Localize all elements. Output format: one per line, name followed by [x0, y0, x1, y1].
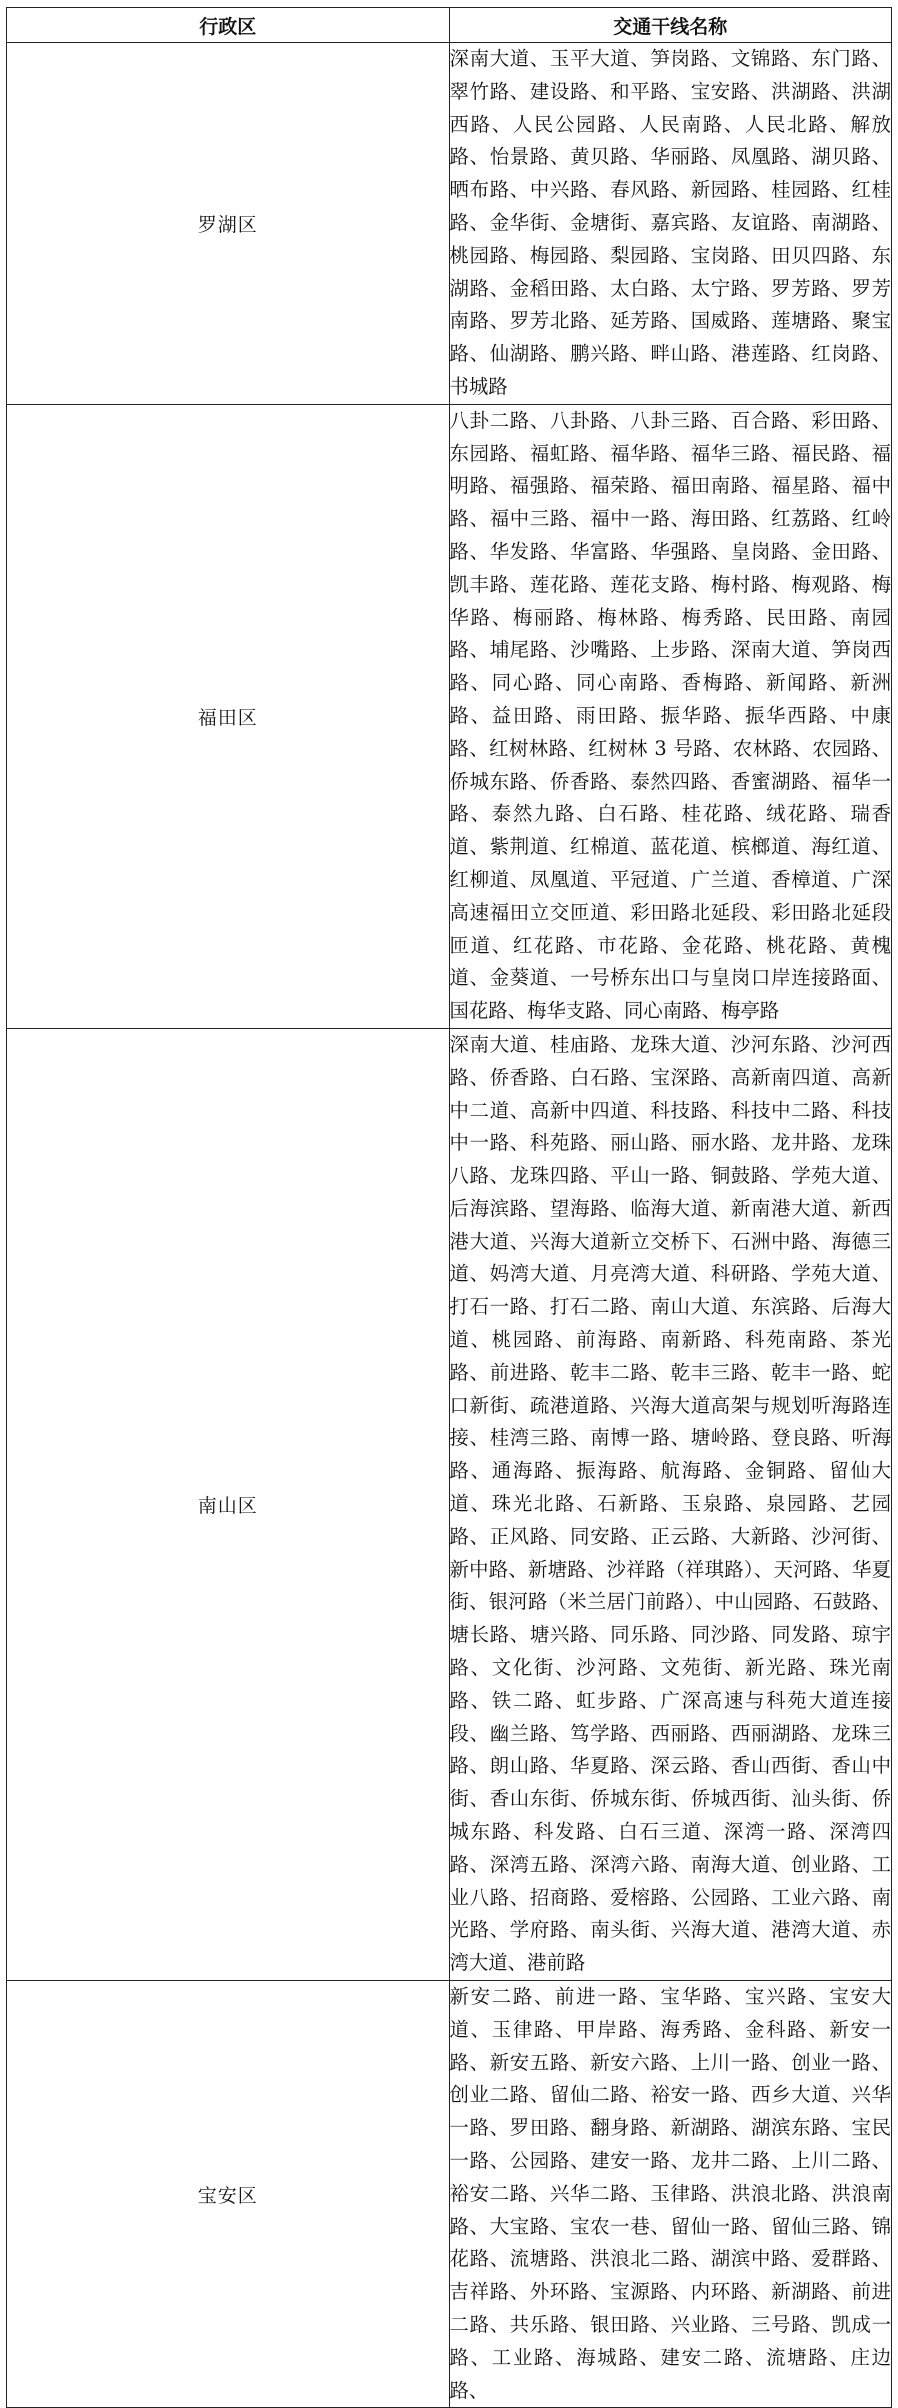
roads-cell: 新安二路、前进一路、宝华路、宝兴路、宝安大道、玉律路、甲岸路、海秀路、金科路、新安一路、新安五路、新安六路、上川一路、创业一路、创业二路、留仙二路、裕安一路、西乡大道、兴华一路、罗田路、翻身路、新湖路、湖滨东路、宝民一路、公园路、建安一路、龙井二路、上川二路、裕安二路、兴华二路、玉律路、洪浪北路、洪浪南路、大宝路、宝农一巷、留仙一路、留仙三路、锦花路、流塘路、洪浪北二路、湖滨中路、爱群路、吉祥路、外环路、宝源路、内环路、新湖路、前进二路、共乐路、银田路、兴业路、三号路、凯成一路、工业路、海城路、建安二路、流塘路、庄边路、: [449, 1981, 892, 2408]
table-row-luohu: [7, 43, 892, 405]
district-cell: 宝安区: [7, 1981, 450, 2408]
roads-cell: 深南大道、桂庙路、龙珠大道、沙河东路、沙河西路、侨香路、白石路、宝深路、高新南四道、高新中二道、高新中四道、科技路、科技中二路、科技中一路、科苑路、丽山路、丽水路、龙井路、龙珠八路、龙珠四路、平山一路、铜鼓路、学苑大道、后海滨路、望海路、临海大道、新南港大道、新西港大道、兴海大道新立交桥下、石洲中路、海德三道、妈湾大道、月亮湾大道、科研路、学苑大道、打石一路、打石二路、南山大道、东滨路、后海大道、桃园路、前海路、南新路、科苑南路、茶光路、前进路、乾丰二路、乾丰三路、乾丰一路、蛇口新街、疏港道路、兴海大道高架与规划听海路连接、桂湾三路、南博一路、塘岭路、登良路、听海路、通海路、振海路、航海路、金铜路、留仙大道、珠光北路、石新路、玉泉路、泉园路、艺园路、正风路、同安路、正云路、大新路、沙河街、新中路、新塘路、沙祥路（祥琪路）、天河路、华夏街、银河路（米兰居门前路）、中山园路、石鼓路、塘长路、塘兴路、同乐路、同沙路、同发路、琼宇路、文化街、沙河路、文苑街、新光路、珠光南路、铁二路、虹步路、广深高速与科苑大道连接段、幽兰路、笃学路、西丽路、西丽湖路、龙珠三路、朗山路、华夏路、深云路、香山西街、香山中街、香山东街、侨城东街、侨城西街、汕头街、侨城东路、科发路、白石三道、深湾一路、深湾四路、深湾五路、深湾六路、南海大道、创业路、工业八路、招商路、爱榕路、公园路、工业六路、南光路、学府路、南头街、兴海大道、港湾大道、赤湾大道、港前路: [449, 1028, 892, 1980]
header-district: 行政区: [7, 8, 450, 43]
district-cell: 罗湖区: [7, 43, 450, 405]
header-roads: 交通干线名称: [449, 8, 892, 43]
table-row-baoan: [7, 1981, 892, 2408]
table-row-nanshan: [7, 1028, 892, 1980]
table-header-row: [7, 8, 892, 43]
roads-cell: 深南大道、玉平大道、笋岗路、文锦路、东门路、翠竹路、建设路、和平路、宝安路、洪湖路、洪湖西路、人民公园路、人民南路、人民北路、解放路、怡景路、黄贝路、华丽路、凤凰路、湖贝路、晒布路、中兴路、春风路、新园路、桂园路、红桂路、金华街、金塘街、嘉宾路、友谊路、南湖路、桃园路、梅园路、梨园路、宝岗路、田贝四路、东湖路、金稻田路、太白路、太宁路、罗芳路、罗芳南路、罗芳北路、延芳路、国威路、莲塘路、聚宝路、仙湖路、鹏兴路、畔山路、港莲路、红岗路、 书城路: [449, 43, 892, 405]
table-row-futian: [7, 404, 892, 1028]
district-cell: 南山区: [7, 1028, 450, 1980]
road-table: [6, 7, 892, 2408]
district-cell: 福田区: [7, 404, 450, 1028]
roads-cell: 八卦二路、八卦路、八卦三路、百合路、彩田路、东园路、福虹路、福华路、福华三路、福民路、福明路、福强路、福荣路、福田南路、福星路、福中路、福中三路、福中一路、海田路、红荔路、红岭路、华发路、华富路、华强路、皇岗路、金田路、凯丰路、莲花路、莲花支路、梅村路、梅观路、梅华路、梅丽路、梅林路、梅秀路、民田路、南园路、埔尾路、沙嘴路、上步路、深南大道、笋岗西路、同心路、同心南路、香梅路、新闻路、新洲路、益田路、雨田路、振华路、振华西路、中康路、红树林路、红树林 3 号路、农林路、农园路、侨城东路、侨香路、泰然四路、香蜜湖路、福华一路、泰然九路、白石路、桂花路、绒花路、瑞香道、紫荆道、红棉道、蓝花道、槟榔道、海红道、红柳道、凤凰道、平冠道、广兰道、香樟道、广深高速福田立交匝道、彩田路北延段、彩田路北延段匝道、红花路、市花路、金花路、桃花路、黄槐道、金葵道、一号桥东出口与皇岗口岸连接路面、国花路、梅华支路、同心南路、梅亭路: [449, 404, 892, 1028]
